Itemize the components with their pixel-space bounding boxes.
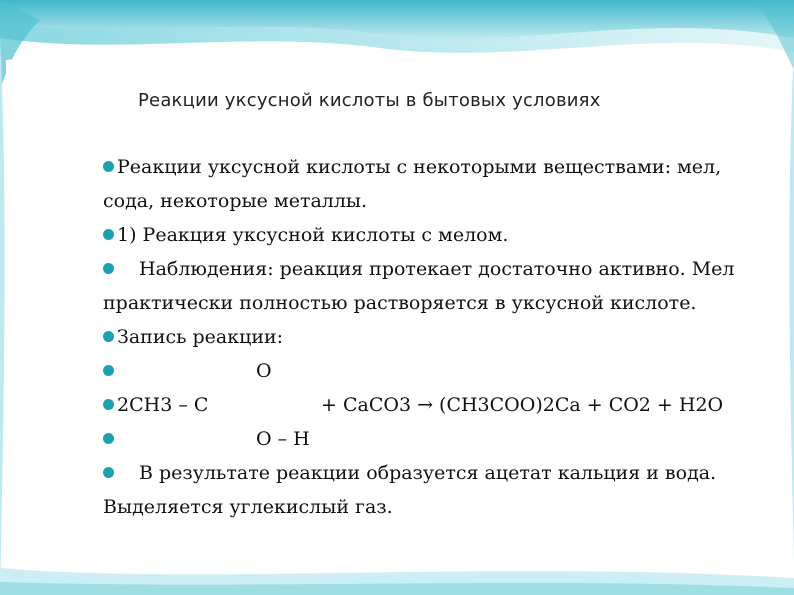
list-item-continuation	[103, 184, 783, 218]
bullet-dot-icon	[103, 467, 114, 478]
equation-left: 2CH3 – C	[117, 394, 209, 416]
equation-main-line	[103, 388, 783, 422]
equation-bottom-line	[103, 422, 783, 456]
list-item	[103, 150, 783, 184]
bullet-text: Выделяется углекислый газ.	[103, 496, 393, 518]
list-item-continuation	[103, 286, 783, 320]
bullet-dot-icon	[103, 365, 114, 376]
bullet-text: Наблюдения: реакция протекает достаточно активно. Мел	[139, 258, 735, 280]
bullet-dot-icon	[103, 399, 114, 410]
equation-oxygen: O	[256, 360, 272, 382]
bullet-text: сода, некоторые металлы.	[103, 190, 368, 212]
bullet-text: В результате реакции образуется ацетат кальция и вода.	[139, 462, 717, 484]
list-item-continuation	[103, 490, 783, 524]
equation-hydroxyl: O – H	[256, 428, 310, 450]
bullet-dot-icon	[103, 433, 114, 444]
list-item	[103, 320, 783, 354]
bullet-dot-icon	[103, 229, 114, 240]
bullet-dot-icon	[103, 331, 114, 342]
bullet-dot-icon	[103, 263, 114, 274]
bullet-text: 1) Реакция уксусной кислоты с мелом.	[117, 224, 509, 246]
list-item	[103, 218, 783, 252]
bullet-dot-icon	[103, 161, 114, 172]
bullet-text: Реакции уксусной кислоты с некоторыми веществами: мел,	[117, 156, 722, 178]
slide-content	[103, 150, 783, 524]
bullet-text: Запись реакции:	[117, 326, 284, 348]
slide-title: Реакции уксусной кислоты в бытовых условиях	[138, 90, 601, 111]
bullet-text: практически полностью растворяется в уксусной кислоте.	[103, 292, 697, 314]
list-item	[103, 252, 783, 286]
equation-top-line	[103, 354, 783, 388]
equation-right: + CaCO3 → (CH3COO)2Ca + CO2 + H2O	[321, 394, 724, 416]
list-item	[103, 456, 783, 490]
